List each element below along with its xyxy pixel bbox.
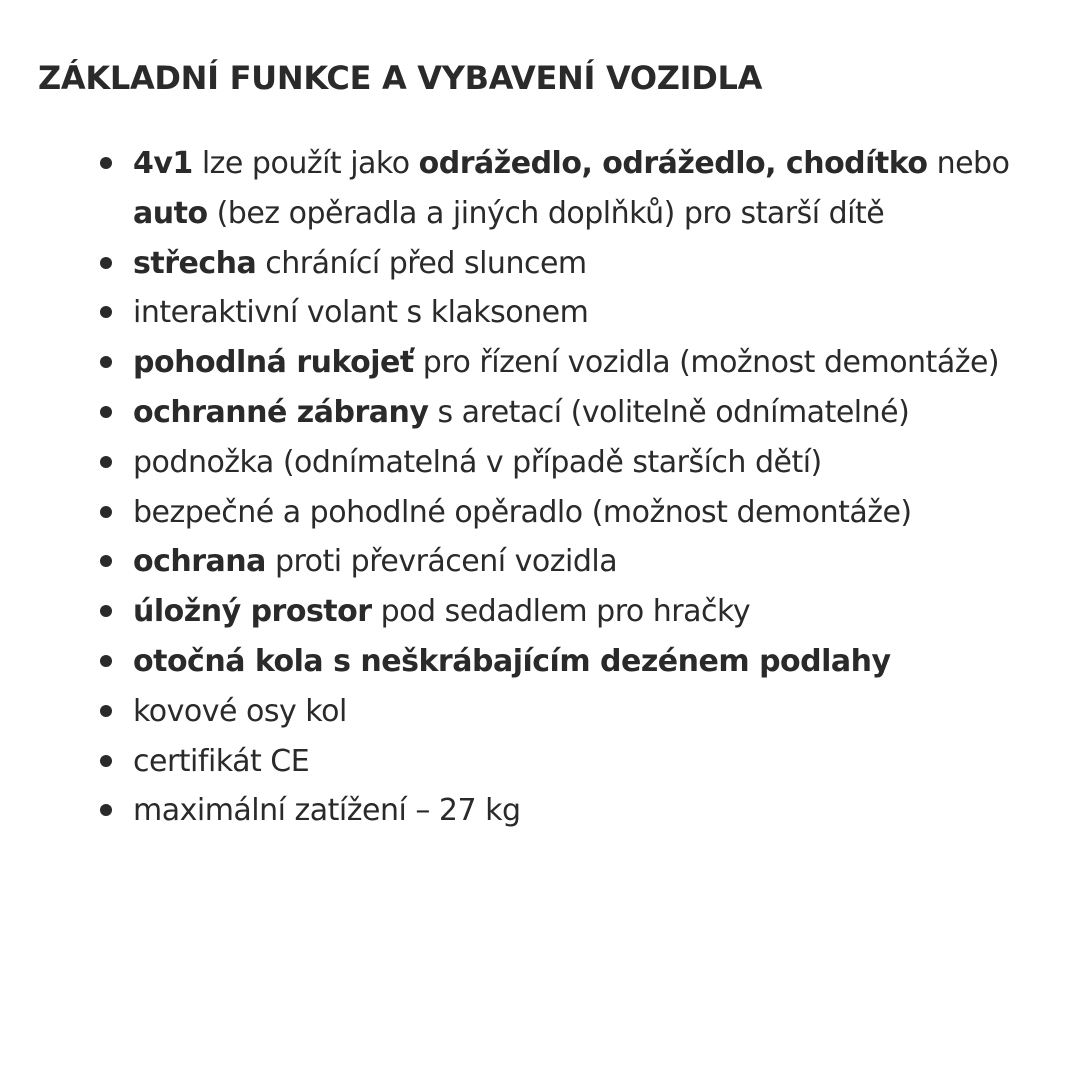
feature-highlight: otočná kola s neškrábajícím dezénem podlahy bbox=[133, 643, 891, 679]
feature-text: podnožka (odnímatelná v případě starších dětí) bbox=[133, 444, 822, 480]
list-item bbox=[100, 388, 1040, 438]
feature-text: pod sedadlem pro hračky bbox=[371, 594, 751, 630]
feature-text: s aretací (volitelně odnímatelné) bbox=[428, 394, 910, 430]
feature-text: certifikát CE bbox=[133, 743, 310, 779]
list-item bbox=[100, 438, 1040, 488]
feature-highlight: auto bbox=[133, 195, 208, 231]
feature-text: pro řízení vozidla (možnost demontáže) bbox=[413, 345, 1000, 381]
feature-highlight: ochranné zábrany bbox=[133, 394, 429, 430]
list-item bbox=[100, 587, 1040, 637]
feature-text: lze použít jako bbox=[192, 146, 419, 181]
list-item bbox=[100, 488, 1040, 538]
feature-text: bezpečné a pohodlné opěradlo (možnost demontáže) bbox=[133, 494, 912, 530]
list-item bbox=[100, 786, 1040, 836]
feature-highlight: odrážedlo, odrážedlo, chodítko bbox=[418, 146, 928, 181]
feature-highlight: 4v1 bbox=[133, 146, 193, 181]
feature-highlight: ochrana bbox=[133, 544, 266, 580]
feature-highlight: střecha bbox=[133, 245, 257, 281]
feature-text: (bez opěradla a jiných doplňků) pro starší dítě bbox=[207, 195, 885, 231]
list-item bbox=[100, 288, 1040, 338]
list-item bbox=[100, 537, 1040, 587]
feature-highlight: pohodlná rukojeť bbox=[133, 345, 414, 381]
feature-text: interaktivní volant s klaksonem bbox=[133, 295, 589, 331]
list-item bbox=[100, 139, 1040, 239]
list-item bbox=[100, 737, 1040, 787]
list-item bbox=[100, 338, 1040, 388]
feature-highlight: úložný prostor bbox=[133, 594, 372, 630]
feature-text: nebo bbox=[927, 146, 1010, 181]
feature-text: proti převrácení vozidla bbox=[265, 544, 618, 580]
list-item bbox=[100, 239, 1040, 289]
list-item bbox=[100, 637, 1040, 687]
feature-text: kovové osy kol bbox=[133, 693, 347, 729]
feature-text: maximální zatížení – 27 kg bbox=[133, 793, 521, 829]
list-item bbox=[100, 687, 1040, 737]
feature-text: chránící před sluncem bbox=[256, 245, 587, 281]
page-title: ZÁKLADNÍ FUNKCE A VYBAVENÍ VOZIDLA bbox=[38, 59, 763, 97]
feature-list bbox=[100, 139, 1040, 836]
